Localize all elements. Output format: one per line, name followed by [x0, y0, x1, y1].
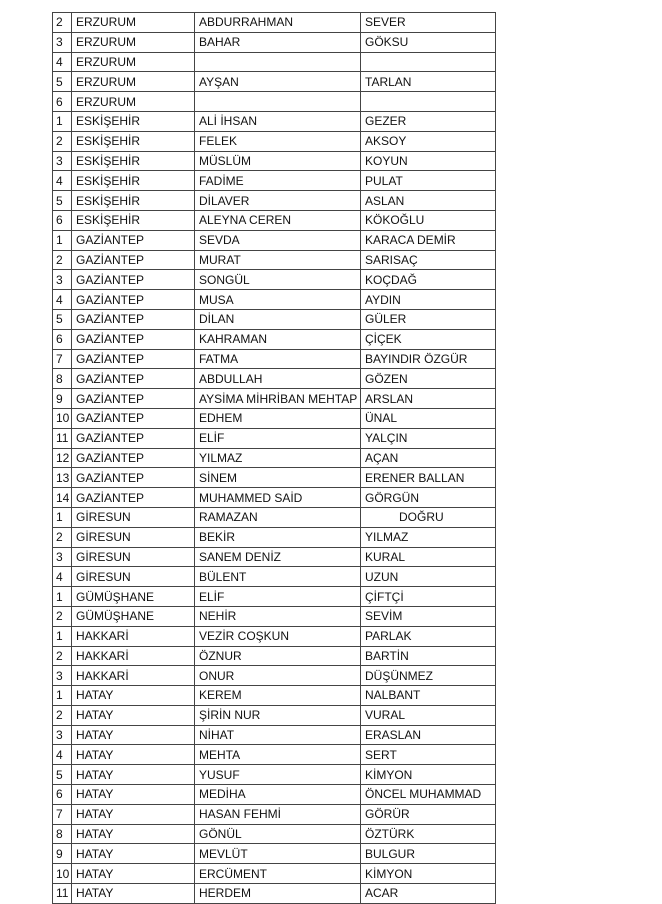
table-row: [53, 448, 496, 468]
first-name-cell: NİHAT: [195, 725, 361, 745]
last-name-cell: GÖKSU: [361, 32, 496, 52]
row-number-cell: 1: [53, 686, 72, 706]
table-row: [53, 52, 496, 72]
row-number-cell: 11: [53, 428, 72, 448]
table-row: [53, 606, 496, 626]
city-cell: HATAY: [72, 844, 195, 864]
table-row: [53, 527, 496, 547]
row-number-cell: 6: [53, 210, 72, 230]
city-cell: GAZİANTEP: [72, 408, 195, 428]
table-row: [53, 785, 496, 805]
row-number-cell: 7: [53, 349, 72, 369]
last-name-cell: KOYUN: [361, 151, 496, 171]
row-number-cell: 7: [53, 804, 72, 824]
city-cell: GİRESUN: [72, 507, 195, 527]
row-number-cell: 8: [53, 369, 72, 389]
row-number-cell: 5: [53, 191, 72, 211]
first-name-cell: ELİF: [195, 428, 361, 448]
first-name-cell: ALEYNA CEREN: [195, 210, 361, 230]
city-cell: ESKİŞEHİR: [72, 191, 195, 211]
city-cell: GAZİANTEP: [72, 448, 195, 468]
table-row: [53, 408, 496, 428]
row-number-cell: 8: [53, 824, 72, 844]
last-name-cell: SARISAÇ: [361, 250, 496, 270]
row-number-cell: 2: [53, 250, 72, 270]
row-number-cell: 3: [53, 32, 72, 52]
first-name-cell: KEREM: [195, 686, 361, 706]
last-name-cell: SERT: [361, 745, 496, 765]
row-number-cell: 11: [53, 884, 72, 904]
first-name-cell: NEHİR: [195, 606, 361, 626]
table-row: [53, 151, 496, 171]
city-cell: GAZİANTEP: [72, 329, 195, 349]
first-name-cell: EDHEM: [195, 408, 361, 428]
table-row: [53, 92, 496, 112]
city-cell: HATAY: [72, 745, 195, 765]
first-name-cell: YUSUF: [195, 765, 361, 785]
first-name-cell: [195, 52, 361, 72]
first-name-cell: SANEM DENİZ: [195, 547, 361, 567]
city-cell: GİRESUN: [72, 547, 195, 567]
first-name-cell: FATMA: [195, 349, 361, 369]
row-number-cell: 2: [53, 705, 72, 725]
row-number-cell: 2: [53, 646, 72, 666]
last-name-cell: ACAR: [361, 884, 496, 904]
table-row: [53, 864, 496, 884]
city-cell: HATAY: [72, 686, 195, 706]
last-name-cell: [361, 52, 496, 72]
first-name-cell: MUHAMMED SAİD: [195, 488, 361, 508]
first-name-cell: ŞİRİN NUR: [195, 705, 361, 725]
table-row: [53, 329, 496, 349]
first-name-cell: MEVLÜT: [195, 844, 361, 864]
last-name-cell: AKSOY: [361, 131, 496, 151]
first-name-cell: YILMAZ: [195, 448, 361, 468]
candidate-table: [52, 12, 496, 904]
first-name-cell: DİLAN: [195, 309, 361, 329]
last-name-cell: KİMYON: [361, 864, 496, 884]
table-row: [53, 171, 496, 191]
last-name-cell: SEVİM: [361, 606, 496, 626]
last-name-cell: KİMYON: [361, 765, 496, 785]
table-row: [53, 428, 496, 448]
last-name-cell: ÖNCEL MUHAMMAD: [361, 785, 496, 805]
city-cell: GAZİANTEP: [72, 428, 195, 448]
city-cell: HATAY: [72, 785, 195, 805]
first-name-cell: RAMAZAN: [195, 507, 361, 527]
last-name-cell: GÜLER: [361, 309, 496, 329]
first-name-cell: MEDİHA: [195, 785, 361, 805]
last-name-cell: UZUN: [361, 567, 496, 587]
table-row: [53, 884, 496, 904]
city-cell: GAZİANTEP: [72, 270, 195, 290]
first-name-cell: HERDEM: [195, 884, 361, 904]
table-row: [53, 626, 496, 646]
first-name-cell: SİNEM: [195, 468, 361, 488]
city-cell: GİRESUN: [72, 567, 195, 587]
first-name-cell: GÖNÜL: [195, 824, 361, 844]
last-name-cell: [361, 92, 496, 112]
first-name-cell: BEKİR: [195, 527, 361, 547]
row-number-cell: 13: [53, 468, 72, 488]
first-name-cell: BAHAR: [195, 32, 361, 52]
first-name-cell: AYSİMA MİHRİBAN MEHTAP: [195, 389, 361, 409]
city-cell: ERZURUM: [72, 92, 195, 112]
row-number-cell: 3: [53, 666, 72, 686]
row-number-cell: 12: [53, 448, 72, 468]
first-name-cell: FADİME: [195, 171, 361, 191]
table-row: [53, 210, 496, 230]
first-name-cell: ELİF: [195, 587, 361, 607]
last-name-cell: ÇİÇEK: [361, 329, 496, 349]
city-cell: HAKKARİ: [72, 626, 195, 646]
first-name-cell: MURAT: [195, 250, 361, 270]
first-name-cell: MEHTA: [195, 745, 361, 765]
table-row: [53, 804, 496, 824]
last-name-cell: BULGUR: [361, 844, 496, 864]
first-name-cell: MUSA: [195, 290, 361, 310]
last-name-cell: YALÇIN: [361, 428, 496, 448]
first-name-cell: SONGÜL: [195, 270, 361, 290]
candidate-table-body: [53, 13, 496, 904]
table-row: [53, 349, 496, 369]
row-number-cell: 1: [53, 111, 72, 131]
last-name-cell: TARLAN: [361, 72, 496, 92]
city-cell: ERZURUM: [72, 72, 195, 92]
table-row: [53, 309, 496, 329]
row-number-cell: 6: [53, 329, 72, 349]
first-name-cell: AYŞAN: [195, 72, 361, 92]
table-row: [53, 646, 496, 666]
city-cell: GÜMÜŞHANE: [72, 606, 195, 626]
last-name-cell: AÇAN: [361, 448, 496, 468]
table-row: [53, 587, 496, 607]
last-name-cell: DOĞRU: [361, 507, 496, 527]
table-row: [53, 131, 496, 151]
city-cell: ERZURUM: [72, 32, 195, 52]
city-cell: ESKİŞEHİR: [72, 210, 195, 230]
last-name-cell: ASLAN: [361, 191, 496, 211]
table-row: [53, 111, 496, 131]
table-row: [53, 270, 496, 290]
city-cell: GAZİANTEP: [72, 468, 195, 488]
table-row: [53, 686, 496, 706]
first-name-cell: HASAN FEHMİ: [195, 804, 361, 824]
first-name-cell: MÜSLÜM: [195, 151, 361, 171]
last-name-cell: ÖZTÜRK: [361, 824, 496, 844]
city-cell: ERZURUM: [72, 13, 195, 33]
table-row: [53, 547, 496, 567]
row-number-cell: 5: [53, 309, 72, 329]
row-number-cell: 5: [53, 72, 72, 92]
last-name-cell: KOÇDAĞ: [361, 270, 496, 290]
table-row: [53, 468, 496, 488]
first-name-cell: ABDURRAHMAN: [195, 13, 361, 33]
table-row: [53, 507, 496, 527]
table-row: [53, 230, 496, 250]
city-cell: ERZURUM: [72, 52, 195, 72]
last-name-cell: YILMAZ: [361, 527, 496, 547]
first-name-cell: ABDULLAH: [195, 369, 361, 389]
last-name-cell: GEZER: [361, 111, 496, 131]
row-number-cell: 4: [53, 171, 72, 191]
city-cell: HATAY: [72, 725, 195, 745]
table-row: [53, 725, 496, 745]
row-number-cell: 1: [53, 230, 72, 250]
row-number-cell: 3: [53, 151, 72, 171]
city-cell: GAZİANTEP: [72, 369, 195, 389]
last-name-cell: KARACA DEMİR: [361, 230, 496, 250]
last-name-cell: GÖRÜR: [361, 804, 496, 824]
last-name-cell: AYDIN: [361, 290, 496, 310]
first-name-cell: ÖZNUR: [195, 646, 361, 666]
row-number-cell: 2: [53, 131, 72, 151]
city-cell: HATAY: [72, 765, 195, 785]
last-name-cell: ARSLAN: [361, 389, 496, 409]
last-name-cell: GÖZEN: [361, 369, 496, 389]
row-number-cell: 3: [53, 725, 72, 745]
first-name-cell: ERCÜMENT: [195, 864, 361, 884]
city-cell: HATAY: [72, 705, 195, 725]
first-name-cell: ONUR: [195, 666, 361, 686]
first-name-cell: SEVDA: [195, 230, 361, 250]
first-name-cell: BÜLENT: [195, 567, 361, 587]
first-name-cell: ALİ İHSAN: [195, 111, 361, 131]
table-row: [53, 666, 496, 686]
table-row: [53, 32, 496, 52]
last-name-cell: GÖRGÜN: [361, 488, 496, 508]
last-name-cell: VURAL: [361, 705, 496, 725]
table-row: [53, 369, 496, 389]
row-number-cell: 14: [53, 488, 72, 508]
table-row: [53, 745, 496, 765]
table-row: [53, 13, 496, 33]
city-cell: HATAY: [72, 804, 195, 824]
row-number-cell: 1: [53, 507, 72, 527]
city-cell: ESKİŞEHİR: [72, 131, 195, 151]
row-number-cell: 4: [53, 290, 72, 310]
table-row: [53, 844, 496, 864]
city-cell: HAKKARİ: [72, 646, 195, 666]
last-name-cell: ÜNAL: [361, 408, 496, 428]
last-name-cell: SEVER: [361, 13, 496, 33]
table-row: [53, 765, 496, 785]
city-cell: GAZİANTEP: [72, 250, 195, 270]
row-number-cell: 3: [53, 547, 72, 567]
row-number-cell: 1: [53, 587, 72, 607]
first-name-cell: DİLAVER: [195, 191, 361, 211]
table-row: [53, 290, 496, 310]
city-cell: HATAY: [72, 884, 195, 904]
table-row: [53, 567, 496, 587]
row-number-cell: 6: [53, 785, 72, 805]
city-cell: GİRESUN: [72, 527, 195, 547]
row-number-cell: 10: [53, 864, 72, 884]
city-cell: HATAY: [72, 864, 195, 884]
last-name-cell: NALBANT: [361, 686, 496, 706]
row-number-cell: 6: [53, 92, 72, 112]
row-number-cell: 4: [53, 52, 72, 72]
row-number-cell: 2: [53, 527, 72, 547]
table-row: [53, 824, 496, 844]
city-cell: ESKİŞEHİR: [72, 111, 195, 131]
row-number-cell: 2: [53, 606, 72, 626]
table-row: [53, 488, 496, 508]
last-name-cell: ERASLAN: [361, 725, 496, 745]
row-number-cell: 9: [53, 844, 72, 864]
row-number-cell: 4: [53, 567, 72, 587]
first-name-cell: FELEK: [195, 131, 361, 151]
row-number-cell: 2: [53, 13, 72, 33]
city-cell: GÜMÜŞHANE: [72, 587, 195, 607]
city-cell: GAZİANTEP: [72, 488, 195, 508]
last-name-cell: KURAL: [361, 547, 496, 567]
table-row: [53, 250, 496, 270]
city-cell: ESKİŞEHİR: [72, 171, 195, 191]
row-number-cell: 10: [53, 408, 72, 428]
table-row: [53, 72, 496, 92]
first-name-cell: [195, 92, 361, 112]
row-number-cell: 3: [53, 270, 72, 290]
first-name-cell: VEZİR COŞKUN: [195, 626, 361, 646]
row-number-cell: 9: [53, 389, 72, 409]
last-name-cell: DÜŞÜNMEZ: [361, 666, 496, 686]
city-cell: GAZİANTEP: [72, 309, 195, 329]
city-cell: HAKKARİ: [72, 666, 195, 686]
last-name-cell: ERENER BALLAN: [361, 468, 496, 488]
table-row: [53, 705, 496, 725]
last-name-cell: BAYINDIR ÖZGÜR: [361, 349, 496, 369]
city-cell: GAZİANTEP: [72, 230, 195, 250]
row-number-cell: 5: [53, 765, 72, 785]
row-number-cell: 4: [53, 745, 72, 765]
last-name-cell: PARLAK: [361, 626, 496, 646]
city-cell: ESKİŞEHİR: [72, 151, 195, 171]
last-name-cell: ÇİFTÇİ: [361, 587, 496, 607]
last-name-cell: KÖKOĞLU: [361, 210, 496, 230]
table-row: [53, 191, 496, 211]
table-row: [53, 389, 496, 409]
last-name-cell: BARTİN: [361, 646, 496, 666]
city-cell: GAZİANTEP: [72, 290, 195, 310]
city-cell: GAZİANTEP: [72, 349, 195, 369]
city-cell: GAZİANTEP: [72, 389, 195, 409]
last-name-cell: PULAT: [361, 171, 496, 191]
row-number-cell: 1: [53, 626, 72, 646]
first-name-cell: KAHRAMAN: [195, 329, 361, 349]
city-cell: HATAY: [72, 824, 195, 844]
